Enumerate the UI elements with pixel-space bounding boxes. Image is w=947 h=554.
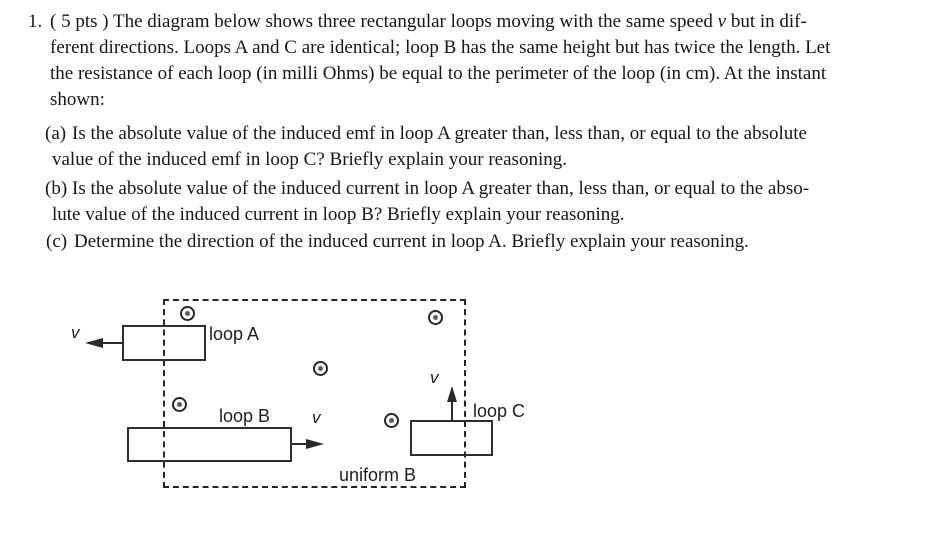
b-field-dot-icon	[313, 361, 328, 376]
intro-line-1-pre: ( 5 pts ) The diagram below shows three rectangular loops moving with the same speed	[50, 11, 718, 32]
intro-line-3: the resistance of each loop (in milli Ohms) be equal to the perimeter of the loop (in cm). At the instant	[50, 63, 827, 84]
loop-b-velocity-label: v	[312, 408, 321, 427]
loop-a-rect	[122, 325, 206, 361]
speed-variable: v	[717, 11, 727, 32]
loop-c-arrow-head-icon	[447, 386, 457, 402]
loop-c-rect	[410, 420, 493, 456]
loop-c-velocity-arrow-shaft	[451, 400, 453, 421]
loop-b-rect	[127, 427, 292, 462]
b-field-dot-icon	[428, 310, 443, 325]
loop-a-arrow-head-icon	[85, 338, 103, 348]
loop-a-velocity-arrow-shaft	[101, 342, 122, 344]
part-b-label: (b)	[45, 178, 68, 199]
loop-b-arrow-head-icon	[306, 439, 324, 449]
loop-c-label: loop C	[473, 401, 526, 421]
loop-a-label: loop A	[209, 324, 260, 344]
b-field-dot-center	[433, 315, 438, 320]
problem-number: 1.	[28, 11, 43, 32]
part-a-line-1: Is the absolute value of the induced emf in loop A greater than, less than, or equal to the absolute	[72, 123, 807, 144]
intro-line-2: ferent directions. Loops A and C are identical; loop B has the same height but has twice the length. Let	[50, 37, 831, 58]
intro-line-4: shown:	[50, 89, 105, 110]
b-field-dot-icon	[180, 306, 195, 321]
part-b-line-2: lute value of the induced current in loop B? Briefly explain your reasoning.	[52, 204, 625, 225]
part-b-line-1: Is the absolute value of the induced current in loop A greater than, less than, or equal to the abso-	[72, 178, 810, 199]
part-a-line-2: value of the induced emf in loop C? Briefly explain your reasoning.	[52, 149, 567, 170]
b-field-dot-center	[318, 366, 323, 371]
part-c-line-1: Determine the direction of the induced current in loop A. Briefly explain your reasoning.	[74, 231, 749, 252]
b-field-dot-icon	[384, 413, 399, 428]
b-field-dot-center	[177, 402, 182, 407]
b-field-dot-center	[185, 311, 190, 316]
b-field-dot-center	[389, 418, 394, 423]
loop-a-velocity-label: v	[71, 323, 80, 342]
intro-line-1-post: but in dif-	[726, 11, 807, 32]
part-a-label: (a)	[45, 123, 67, 144]
loop-c-velocity-label: v	[430, 368, 439, 387]
field-label: uniform B	[339, 465, 417, 485]
b-field-dot-icon	[172, 397, 187, 412]
loop-b-label: loop B	[219, 406, 271, 426]
part-c-label: (c)	[46, 231, 68, 252]
